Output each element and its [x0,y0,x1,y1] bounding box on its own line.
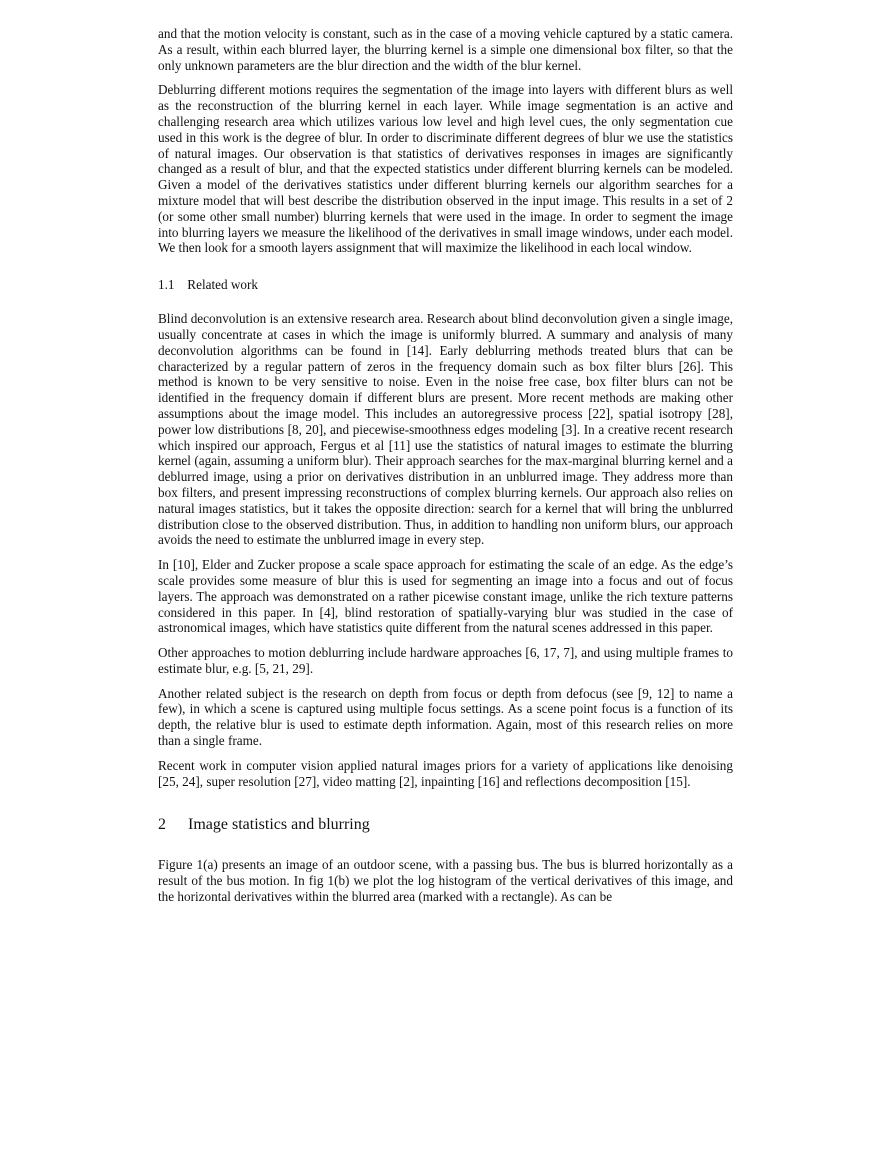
subsection-heading [158,277,733,293]
subsection-title: Related work [187,277,258,293]
body-paragraph: In [10], Elder and Zucker propose a scale space approach for estimating the scale of an edge. As the edge’s scale provides some measure of blur this is used for segmenting an image into a focus and out of focus layers. The approach was demonstrated on a rather picewise constant image, unlike the rich texture patterns considered in this paper. In [4], blind restoration of spatially-varying blur was studied in the case of astronomical images, which have statistics quite different from the natural scenes addressed in this paper. [158,557,733,636]
body-paragraph: Blind deconvolution is an extensive research area. Research about blind deconvolution given a single image, usually concentrate at cases in which the image is uniformly blurred. A summary and analysis of many deconvolution algorithms can be found in [14]. Early deblurring methods treated blurs that can be characterized by a regular pattern of zeros in the frequency domain such as box filter blurs [26]. This method is known to be very sensitive to noise. Even in the noise free case, box filter blurs can not be identified in the frequency domain if different blurs are present. More recent methods are making other assumptions about the image model. This includes an autoregressive process [22], spatial isotropy [28], power low distributions [8, 20], and piecewise-smoothness edges modeling [3]. In a creative recent research which inspired our approach, Fergus et al [11] use the statistics of natural images to estimate the blurring kernel (again, assuming a uniform blur). Their approach searches for the max-marginal blurring kernel and a deblurred image, using a prior on derivatives distribution in an unblurred image. They address more than box filters, and present impressing reconstructions of complex blurring kernels. Our approach also relies on natural images statistics, but it takes the opposite direction: search for a kernel that will bring the unblurred distribution close to the observed distribution. Thus, in addition to handling non uniform blurs, our approach avoids the need to estimate the unblurred image in every step. [158,311,733,548]
body-paragraph: Recent work in computer vision applied natural images priors for a variety of applications like denoising [25, 24], super resolution [27], video matting [2], inpainting [16] and reflections decomposition [15]. [158,757,733,789]
body-paragraph: and that the motion velocity is constant, such as in the case of a moving vehicle captured by a static camera. As a result, within each blurred layer, the blurring kernel is a simple one dimensional box filter, so that the only unknown parameters are the blur direction and the width of the blur kernel. [158,26,733,73]
body-paragraph: Deblurring different motions requires the segmentation of the image into layers with different blurs as well as the reconstruction of the blurring kernel in each layer. While image segmentation is an active and challenging research area which utilizes various low level and high level cues, the only segmentation cue used in this work is the degree of blur. In order to discriminate different degrees of blur we use the statistics of natural images. Our observation is that statistics of derivatives responses in images are significantly changed as a result of blur, and that the expected statistics under different blurring kernels can be modeled. Given a model of the derivatives statistics under different blurring kernels our algorithm searches for a mixture model that will best describe the distribution observed in the input image. This results in a set of 2 (or some other small number) blurring kernels that were used in the image. In order to segment the image into blurring layers we measure the likelihood of the derivatives in small image windows, under each model. We then look for a smooth layers assignment that will maximize the likelihood in each local window. [158,82,733,256]
section-number: 2 [158,816,166,834]
subsection-number: 1.1 [158,277,175,293]
body-paragraph: Another related subject is the research on depth from focus or depth from defocus (see [9, 12] to name a few), in which a scene is captured using multiple focus settings. As a scene point focus is a function of its depth, the relative blur is used to estimate depth information. Again, most of this research relies on more than a single frame. [158,685,733,749]
section-title: Image statistics and blurring [188,816,370,834]
body-paragraph: Other approaches to motion deblurring include hardware approaches [6, 17, 7], and using multiple frames to estimate blur, e.g. [5, 21, 29]. [158,645,733,676]
section-heading [158,815,733,835]
body-paragraph: Figure 1(a) presents an image of an outdoor scene, with a passing bus. The bus is blurred horizontally as a result of the bus motion. In fig 1(b) we plot the log histogram of the vertical derivatives of this image, and the horizontal derivatives within the blurred area (marked with a rectangle). As can be [158,857,733,905]
